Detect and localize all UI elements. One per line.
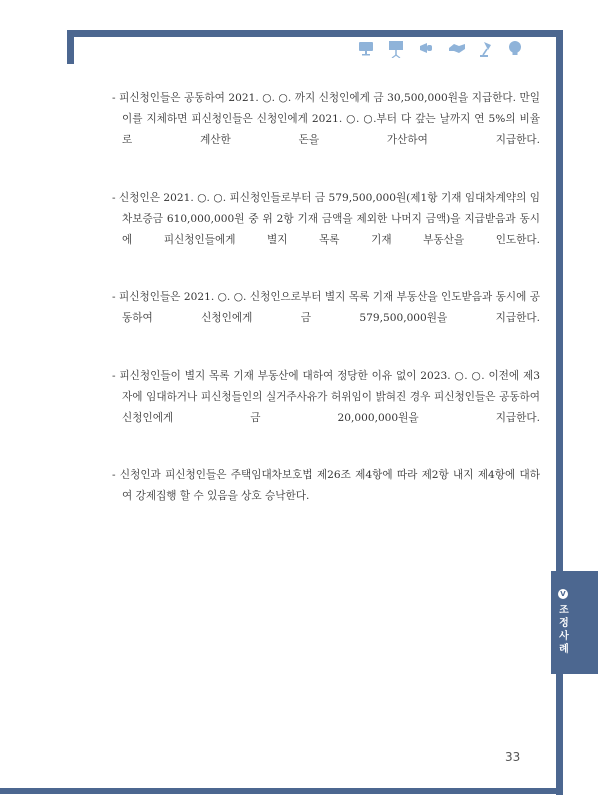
lamp-icon	[478, 40, 494, 58]
term-paragraph-3: - 피신청인들은 2021. ○. ○. 신청인으로부터 별지 목록 기재 부동산을 인도받음과 동시에 공동하여 신청인에게 금 579,500,000원을 지급한다.	[112, 291, 540, 324]
term-paragraph-5: - 신청인과 피신청인들은 주택임대차보호법 제26조 제4항에 따라 제2항 내지 제4항에 대하여 강제집행 할 수 있음을 상호 승낙한다.	[112, 469, 540, 502]
frame-top-bar	[67, 30, 563, 37]
megaphone-icon	[418, 40, 434, 56]
page-number: 33	[505, 750, 521, 764]
chapter-label: 조정사례	[559, 605, 569, 655]
term-paragraph-4: - 피신청인들이 별지 목록 기재 부동산에 대하여 정당한 이유 없이 2023. ○. ○. 이전에 제3자에 임대하거나 피신청들인의 실거주사유가 허위임이 밝혀진 경우 피신청인들은 공동하여 신청인에게 금 20,000,000원을 지급한다.	[112, 369, 540, 424]
monitor-icon	[358, 40, 374, 56]
term-paragraph-1: - 피신청인들은 공동하여 2021. ○. ○. 까지 신청인에게 금 30,500,000원을 지급한다. 만일 이를 지체하면 피신청인들은 신청인에게 2021. ○. ○.부터 다 갚는 날까지 연 5%의 비율로 계산한 돈을 가산하여 지급한다.	[112, 92, 540, 146]
header-icon-row	[358, 40, 528, 58]
frame-right-bar	[556, 30, 563, 795]
chapter-number-badge: V	[558, 589, 568, 599]
lightbulb-icon	[508, 40, 522, 58]
frame-bottom-bar	[0, 788, 563, 794]
handshake-icon	[448, 40, 466, 56]
frame-left-bar	[67, 30, 74, 64]
term-paragraph-2: - 신청인은 2021. ○. ○. 피신청인들로부터 금 579,500,000원(제1항 기재 임대차계약의 임차보증금 610,000,000원 중 위 2항 기재 금액을 제외한 나머지 금액)을 지급받음과 동시에 피신청인들에게 별지 목록 기재 부동산을 인도한다.	[112, 191, 540, 246]
settlement-terms	[112, 88, 540, 544]
presentation-icon	[388, 40, 404, 58]
